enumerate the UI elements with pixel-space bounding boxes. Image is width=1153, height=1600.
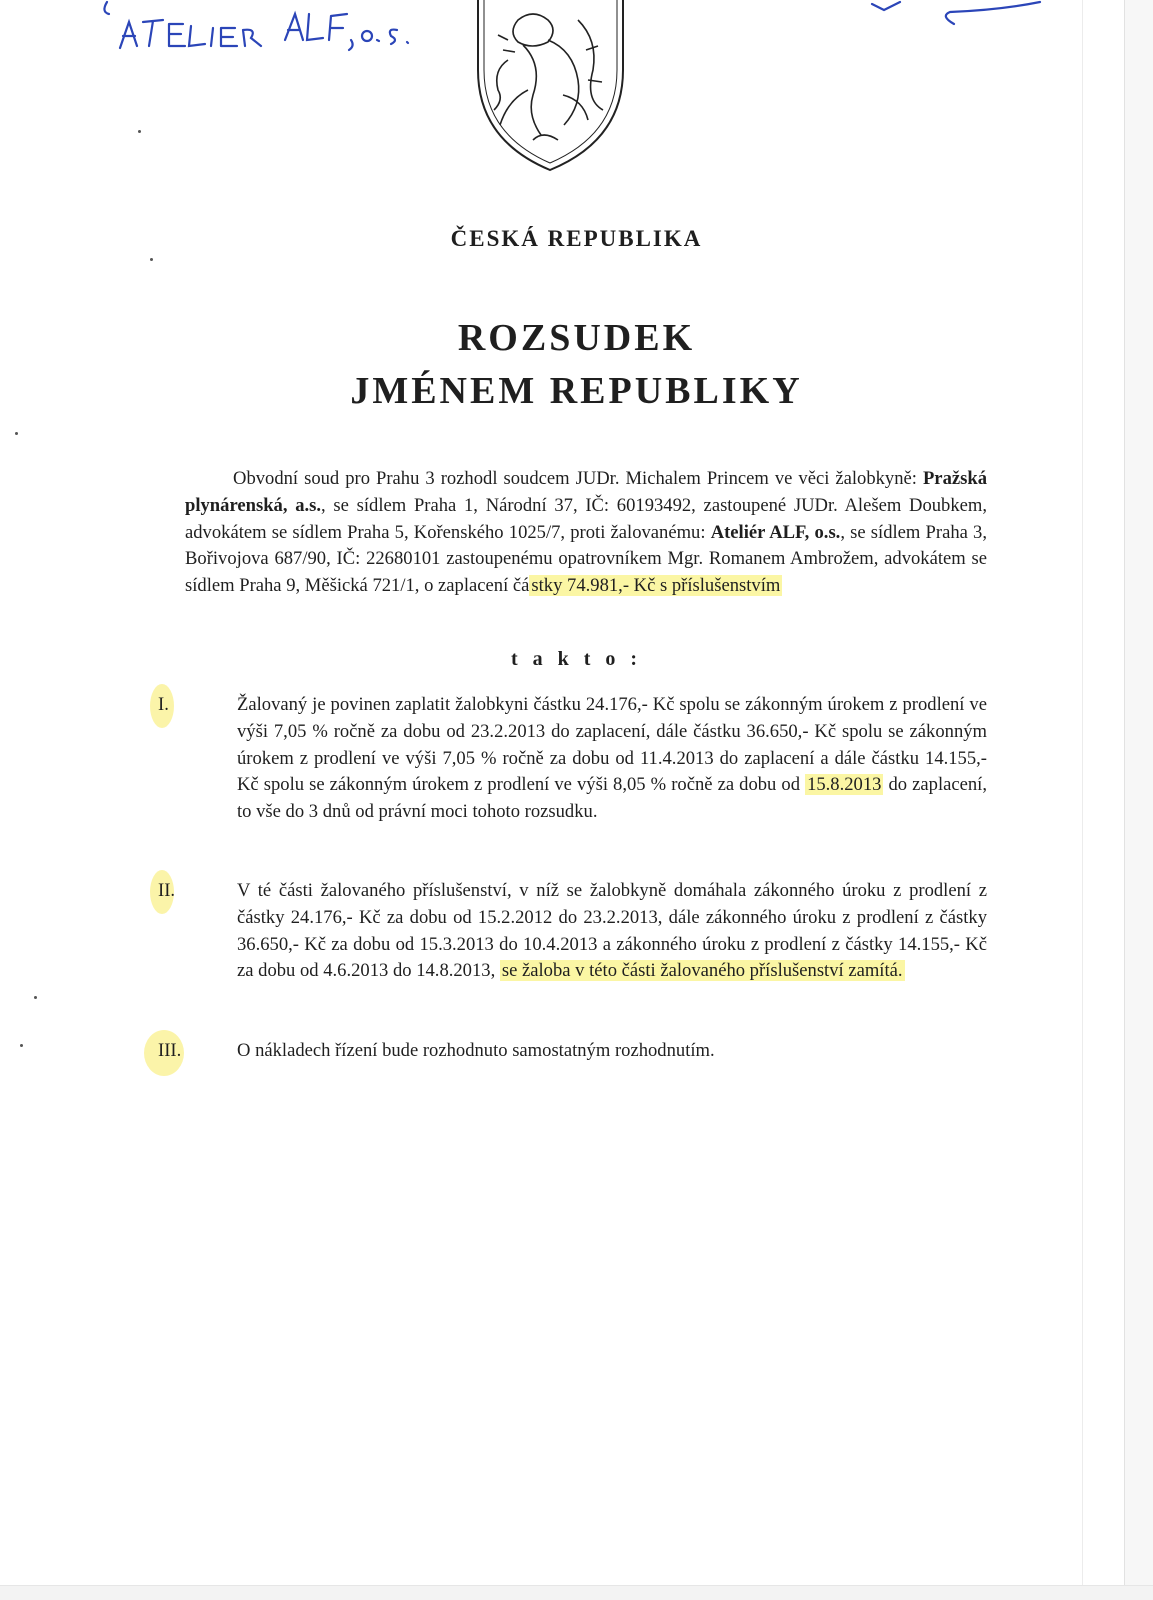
verdict-title <box>0 312 1153 418</box>
highlighted-dismissal: se žaloba v této části žalovaného příslušenství zamítá. <box>501 960 903 982</box>
scan-speck <box>34 996 37 999</box>
point-text: V té části žalovaného příslušenství, v níž se žalobkyně domáhala zákonného úroku z prodlení z částky 24.176,- Kč za dobu od 15.2.2012 do 23.2.2013, dále zákonného úroku z prodlení z částky 36.650,- Kč za dobu od 15.3.2013 do 10.4.2013 a zákonného úroku z prodlení z částky 14.155,- Kč za dobu od 4.6.2013 do 14.8.2013, se žaloba v této části žalovaného příslušenství zamítá. <box>237 880 987 982</box>
handwritten-marks <box>870 0 1060 30</box>
highlighted-date: 15.8.2013 <box>807 774 882 796</box>
intro-paragraph <box>185 466 987 600</box>
scan-speck <box>15 432 18 435</box>
scan-speck <box>150 258 153 261</box>
handwritten-note <box>85 0 445 55</box>
verdict-title-line1: ROZSUDEK <box>457 317 696 359</box>
point-text: O nákladech řízení bude rozhodnuto samostatným rozhodnutím. <box>237 1040 715 1061</box>
point-number: I. <box>158 694 169 715</box>
defendant-name: Ateliér ALF, o.s. <box>710 521 841 543</box>
point-number: III. <box>158 1040 182 1061</box>
scan-speck <box>20 1044 23 1047</box>
czech-coat-of-arms-icon <box>468 0 633 175</box>
takto-heading: t a k t o : <box>510 648 643 670</box>
point-number: II. <box>158 880 176 901</box>
intro-text-2: , se sídlem Praha 1, Národní 37, IČ: 60193492, zastoupené JUDr. Alešem Doubkem, advokátem se sídlem Praha 5, Kořenského 1025/7, proti žalovanému: <box>185 494 988 543</box>
intro-text-1: Obvodní soud pro Prahu 3 rozhodl soudcem JUDr. Michalem Princem ve věci žalobkyně: <box>233 468 923 489</box>
intro-text-3: , se sídlem Praha 3, Bořivojova 687/90, IČ: 22680101 zastoupenému opatrovníkem Mgr. Romanem Ambrožem, advokátem se sídlem Praha 9, Měšická 721/1, o zaplacení čá <box>185 521 987 597</box>
highlighted-amount: stky 74.981,- Kč s příslušenstvím <box>531 575 781 597</box>
scan-edge-bottom <box>0 1585 1153 1600</box>
plaintiff-name: Pražská plynárenská, a.s. <box>185 468 987 516</box>
point-text: Žalovaný je povinen zaplatit žalobkyni částku 24.176,- Kč spolu se zákonným úrokem z prodlení ve výši 7,05 % ročně za dobu od 23.2.2013 do zaplacení, dále částku 36.650,- Kč spolu se zákonným úrokem z prodlení ve výši 7,05 % ročně za dobu od 11.4.2013 do zaplacení a dále částku 14.155,- Kč spolu se zákonným úrokem z prodlení ve výši 8,05 % ročně za dobu od 15.8.2013 do zaplacení, to vše do 3 dnů od právní moci tohoto rozsudku. <box>237 694 987 823</box>
scan-speck <box>138 130 141 133</box>
verdict-title-line2: JMÉNEM REPUBLIKY <box>350 370 803 412</box>
country-heading: ČESKÁ REPUBLIKA <box>450 226 703 251</box>
